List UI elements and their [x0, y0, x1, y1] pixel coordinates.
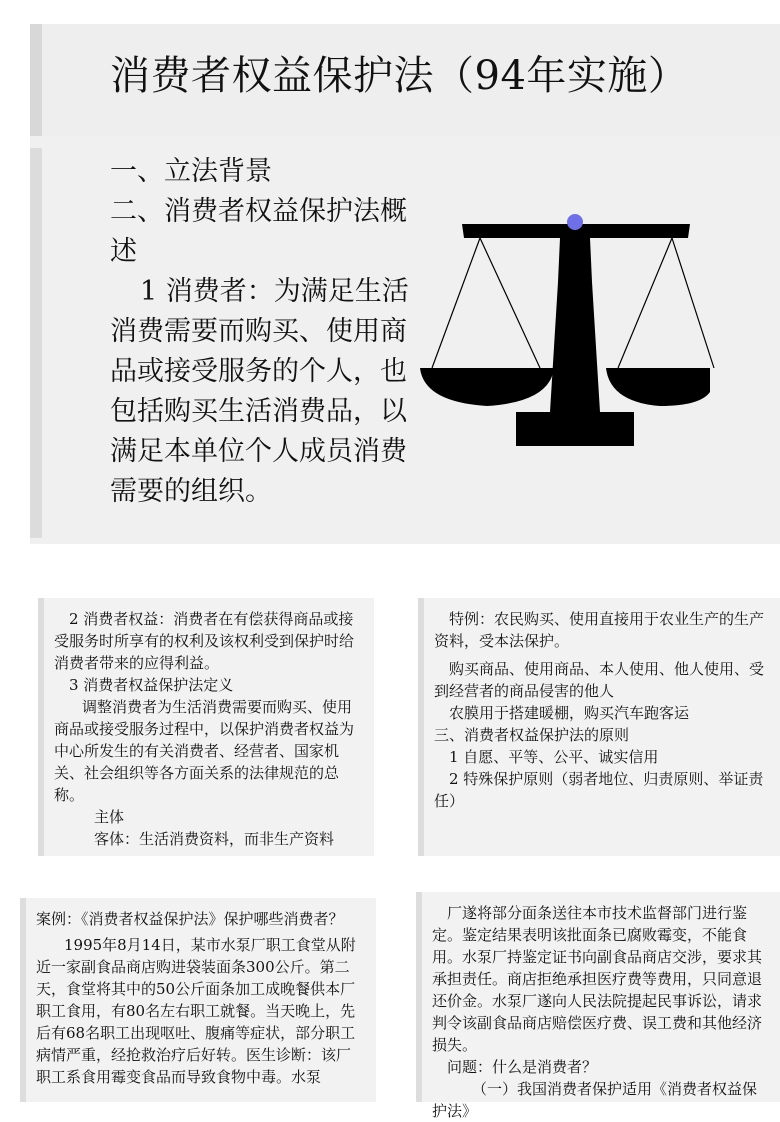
outline-item-1: 一、立法背景 — [110, 156, 272, 187]
example-text: 农膜用于搭建暖棚，购买汽车跑客运 — [449, 704, 690, 722]
case-study-slide — [20, 898, 376, 1102]
case-continued-slide — [416, 892, 780, 1120]
slide-left-strip — [20, 898, 26, 1102]
slide-left-strip — [38, 598, 44, 856]
object-text: 客体：生活消费资料，而非生产资料 — [94, 830, 335, 848]
body-left-strip — [30, 148, 42, 538]
question-text: 问题：什么是消费者？ — [447, 1058, 598, 1076]
case-narrative: 1995年8月14日，某市水泵厂职工食堂从附近一家副食品商店购进袋装面条300公斤。第二天，食堂将其中的50公斤面条加工成晚餐供本厂职工食用，有80名左右职工就餐。当天晚上，先后有68名职工出现呕吐、腹痛等症状，部分职工病情严重，经抢救治疗后好转。医生诊断：该厂职工系食用霉变食品而导致食物中毒。水泵 — [36, 936, 356, 1086]
slide-title: 消费者权益保护法（94年实施） — [110, 53, 689, 99]
principle-1: 1 自愿、平等、公平、诚实信用 — [449, 748, 659, 766]
title-left-strip — [30, 24, 42, 136]
scales-of-justice-icon — [410, 202, 710, 452]
consumer-rights-slide — [38, 598, 374, 856]
case-continued-text: 厂遂将部分面条送往本市技术监督部门进行鉴定。鉴定结果表明该批面条已腐败霉变，不能食用。水泵厂持鉴定证书向副食品商店交涉，要求其承担责任。商店拒绝承担医疗费等费用，只同意退还价金。水泵厂遂向人民法院提起民事诉讼，请求判令该副食品商店赔偿医疗费、误工费和其他经济损失。 — [432, 904, 763, 1054]
subject-label: 主体 — [94, 808, 125, 826]
consumer-rights-text: 2 消费者权益：消费者在有偿获得商品或接受服务时所享有的权利及该权利受到保护时给消费者带来的应得利益。 — [54, 610, 355, 672]
slide-left-strip — [416, 892, 422, 1102]
law-definition-heading: 3 消费者权益保护法定义 — [69, 676, 234, 694]
slide-left-strip — [418, 598, 424, 856]
outline-item-2: 二、消费者权益保护法概述 — [110, 196, 407, 267]
case-question: 案例：《消费者权益保护法》保护哪些消费者？ — [36, 910, 344, 928]
main-slide — [30, 24, 780, 544]
special-case-text: 特例：农民购买、使用直接用于农业生产的生产资料，受本法保护。 — [434, 610, 765, 650]
law-definition-text: 调整消费者为生活消费需要而购买、使用商品或接受服务过程中，以保护消费者权益为中心所发生的有关消费者、经营者、国家机关、社会组织等各方面关系的法律规范的总称。 — [54, 698, 355, 804]
principle-2: 2 特殊保护原则（弱者地位、归责原则、举证责任） — [434, 770, 764, 810]
law-applicability-text: （一）我国消费者保护适用《消费者权益保护法》 — [432, 1080, 758, 1120]
consumer-definition: 1 消费者：为满足生活消费需要而购买、使用商品或接受服务的个人，也包括购买生活消费品，以满足本单位个人成员消费需要的组织。 — [110, 276, 409, 507]
special-case-slide — [418, 598, 780, 856]
slide-body-text — [110, 152, 410, 512]
principles-heading: 三、消费者权益保护法的原则 — [434, 726, 630, 744]
purchase-use-text: 购买商品、使用商品、本人使用、他人使用、受到经营者的商品侵害的他人 — [434, 660, 765, 700]
